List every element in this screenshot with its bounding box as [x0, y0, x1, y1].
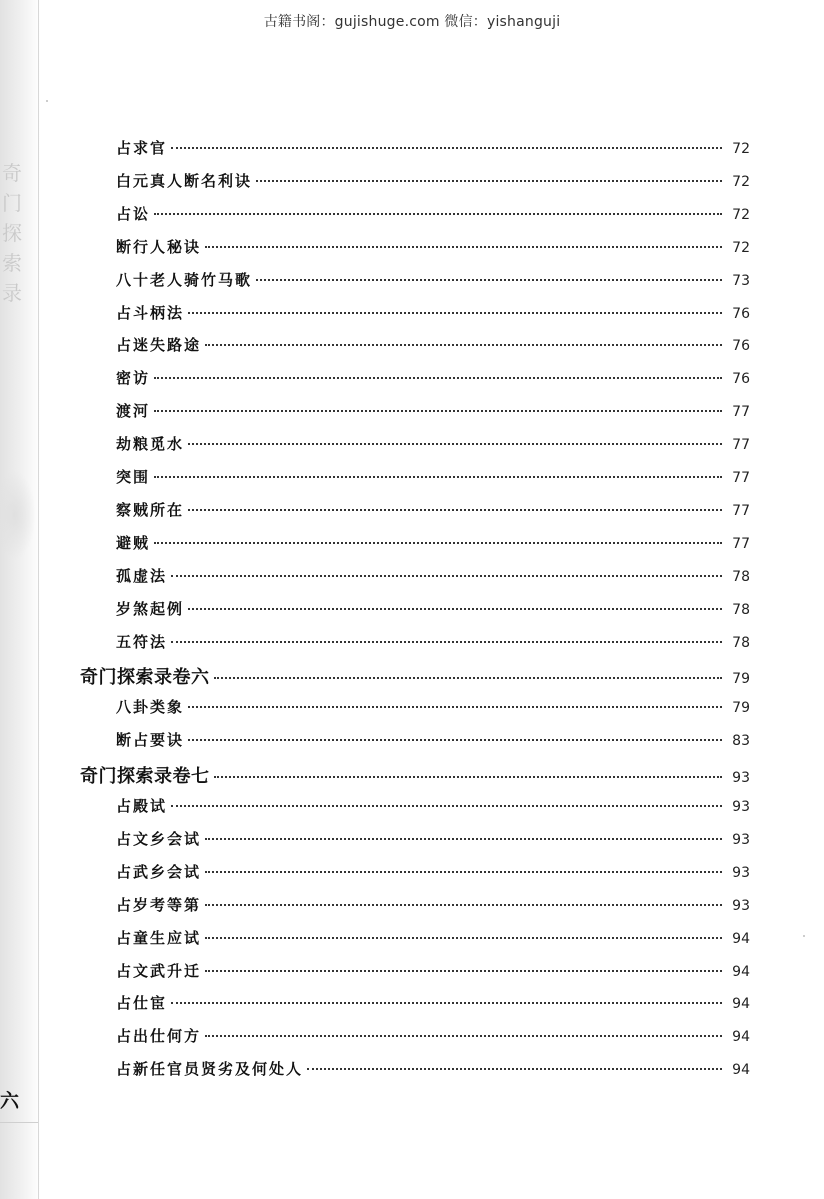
toc-dot-leader [154, 475, 722, 478]
toc-entry [116, 302, 750, 326]
toc-dot-leader [307, 1067, 722, 1070]
toc-page-number: 72 [732, 240, 750, 256]
toc-page-number: 76 [732, 371, 750, 387]
toc-entry [116, 992, 750, 1016]
toc-entry-title: 八卦类象 [116, 698, 185, 716]
toc-dot-leader [171, 640, 722, 643]
toc-entry-title: 五符法 [116, 633, 168, 651]
toc-dot-leader [205, 343, 722, 346]
toc-volume-entry [80, 762, 750, 786]
toc-page-number: 93 [732, 865, 750, 881]
toc-entry [116, 433, 750, 457]
toc-dot-leader [256, 278, 722, 281]
toc-entry-title: 白元真人断名利诀 [116, 172, 253, 190]
toc-entry [116, 367, 750, 391]
toc-entry-title: 占出仕何方 [116, 1027, 202, 1045]
scan-speck [803, 935, 805, 937]
toc-dot-leader [171, 804, 722, 807]
toc-entry [116, 499, 750, 523]
toc-dot-leader [205, 245, 722, 248]
toc-entry [116, 828, 750, 852]
toc-entry [116, 795, 750, 819]
toc-page-number: 77 [732, 437, 750, 453]
toc-page-number: 93 [732, 898, 750, 914]
toc-entry [116, 137, 750, 161]
toc-entry-title: 占文武升迁 [116, 962, 202, 980]
toc-entry-title: 奇门探索录卷七 [80, 766, 210, 787]
toc-dot-leader [188, 738, 722, 741]
toc-page-number: 77 [732, 404, 750, 420]
toc-dot-leader [205, 969, 722, 972]
side-title-char: 录 [2, 281, 22, 305]
scan-speck [46, 100, 48, 102]
toc-entry-title: 奇门探索录卷六 [80, 667, 210, 688]
toc-page-number: 76 [732, 306, 750, 322]
toc-page-number: 73 [732, 273, 750, 289]
toc-entry-title: 占斗柄法 [116, 304, 185, 322]
toc-dot-leader [154, 212, 722, 215]
toc-entry-title: 断行人秘诀 [116, 238, 202, 256]
toc-entry [116, 960, 750, 984]
toc-page-number: 83 [732, 733, 750, 749]
toc-dot-leader [205, 837, 722, 840]
toc-entry [116, 861, 750, 885]
page-header: 古籍书阁：gujishuge.com 微信：yishanguji [263, 14, 561, 30]
toc-page-number: 79 [732, 671, 750, 687]
toc-entry-title: 占讼 [116, 205, 151, 223]
toc-entry [116, 894, 750, 918]
side-title-char: 门 [2, 191, 22, 215]
toc-entry-title: 占童生应试 [116, 929, 202, 947]
toc-dot-leader [171, 146, 722, 149]
toc-page-number: 94 [732, 996, 750, 1012]
toc-page-number: 78 [732, 602, 750, 618]
toc-dot-leader [214, 676, 723, 679]
toc-page-number: 78 [732, 635, 750, 651]
toc-volume-entry [80, 663, 750, 687]
folio-rule [0, 1122, 38, 1123]
toc-page-number: 76 [732, 338, 750, 354]
toc-entry [116, 466, 750, 490]
side-title-char: 索 [2, 251, 22, 275]
toc-dot-leader [188, 705, 722, 708]
toc-entry [116, 334, 750, 358]
toc-entry-title: 密访 [116, 369, 151, 387]
toc-entry [116, 729, 750, 753]
toc-entry-title: 八十老人骑竹马歌 [116, 271, 253, 289]
toc-page-number: 77 [732, 503, 750, 519]
toc-page-number: 94 [732, 931, 750, 947]
page-folio: 六 [0, 1090, 20, 1112]
toc-entry [116, 565, 750, 589]
side-title-char: 探 [2, 221, 22, 245]
toc-dot-leader [171, 1001, 722, 1004]
toc-entry [116, 696, 750, 720]
toc-dot-leader [256, 179, 722, 182]
toc-page-number: 78 [732, 569, 750, 585]
toc-page-number: 77 [732, 470, 750, 486]
toc-entry-title: 渡河 [116, 402, 151, 420]
toc-dot-leader [188, 508, 722, 511]
toc-page-number: 72 [732, 207, 750, 223]
toc-dot-leader [214, 775, 723, 778]
toc-entry [116, 631, 750, 655]
toc-page-number: 94 [732, 1062, 750, 1078]
toc-page-number: 94 [732, 1029, 750, 1045]
toc-entry [116, 598, 750, 622]
toc-entry [116, 927, 750, 951]
toc-page-number: 77 [732, 536, 750, 552]
toc-dot-leader [205, 903, 722, 906]
toc-entry [116, 1058, 750, 1082]
scan-shadow [0, 470, 36, 560]
toc-page-number: 93 [732, 832, 750, 848]
toc-dot-leader [188, 607, 722, 610]
toc-entry [116, 203, 750, 227]
toc-dot-leader [154, 409, 722, 412]
toc-entry [116, 1025, 750, 1049]
toc-entry-title: 占文乡会试 [116, 830, 202, 848]
toc-page-number: 72 [732, 174, 750, 190]
toc-entry-title: 占岁考等第 [116, 896, 202, 914]
toc-entry [116, 400, 750, 424]
toc-page-number: 94 [732, 964, 750, 980]
toc-entry-title: 劫粮觅水 [116, 435, 185, 453]
toc-entry [116, 269, 750, 293]
toc-dot-leader [154, 376, 722, 379]
toc-entry-title: 避贼 [116, 534, 151, 552]
side-title-char: 奇 [2, 161, 22, 185]
toc-entry [116, 170, 750, 194]
gutter-edge [38, 0, 39, 1199]
toc-entry [116, 236, 750, 260]
running-side-title [2, 158, 22, 308]
toc-dot-leader [188, 442, 722, 445]
toc-page-number: 79 [732, 700, 750, 716]
toc-page-number: 93 [732, 770, 750, 786]
toc-entry-title: 占仕宦 [116, 994, 168, 1012]
toc-entry-title: 断占要诀 [116, 731, 185, 749]
toc-dot-leader [171, 574, 722, 577]
toc-page-number: 72 [732, 141, 750, 157]
toc-dot-leader [205, 1034, 722, 1037]
toc-dot-leader [188, 311, 722, 314]
toc-entry-title: 岁煞起例 [116, 600, 185, 618]
toc-page-number: 93 [732, 799, 750, 815]
toc-entry-title: 占迷失路途 [116, 336, 202, 354]
toc-dot-leader [205, 936, 722, 939]
toc-entry [116, 532, 750, 556]
toc-dot-leader [154, 541, 722, 544]
toc-entry-title: 突围 [116, 468, 151, 486]
toc-entry-title: 孤虚法 [116, 567, 168, 585]
toc-entry-title: 占殿试 [116, 797, 168, 815]
toc-dot-leader [205, 870, 722, 873]
toc-entry-title: 占武乡会试 [116, 863, 202, 881]
toc-entry-title: 占新任官员贤劣及何处人 [116, 1060, 304, 1078]
toc-entry-title: 占求官 [116, 139, 168, 157]
toc-entry-title: 察贼所在 [116, 501, 185, 519]
